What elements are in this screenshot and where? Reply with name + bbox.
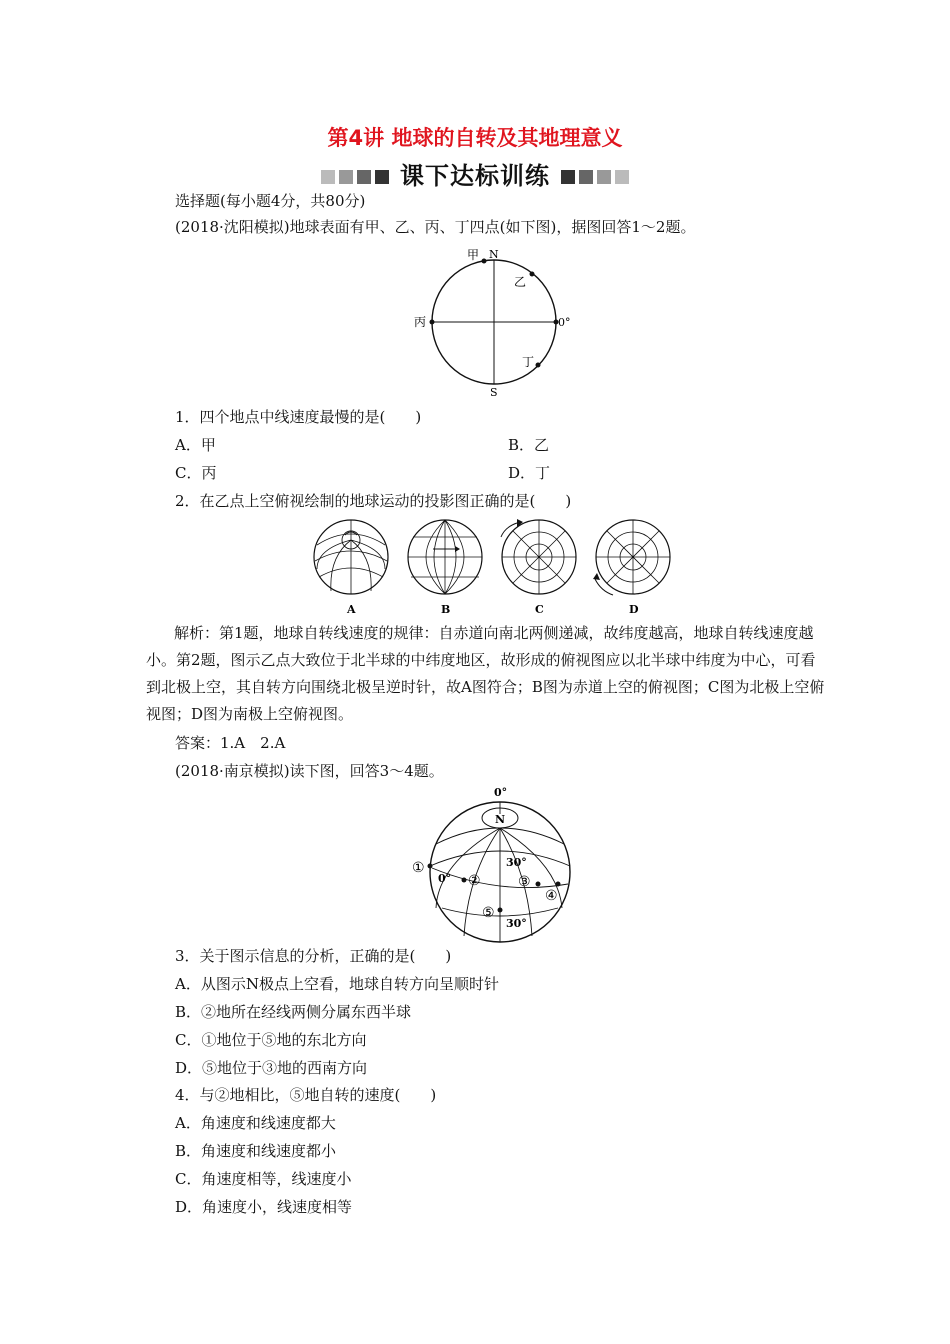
q3-option-a: A．从图示N极点上空看，地球自转方向呈顺时针 <box>175 975 499 993</box>
label-p2: ② <box>468 873 481 889</box>
q2-stem: 2．在乙点上空俯视绘制的地球运动的投影图正确的是( ) <box>175 492 572 510</box>
q4-option-c: C．角速度相等，线速度小 <box>175 1170 352 1188</box>
q4-stem: 4．与②地相比，⑤地自转的速度( ) <box>175 1086 437 1104</box>
projection-a <box>314 520 388 594</box>
banner-text: 课下达标训练 <box>400 162 550 190</box>
figure-2-projections <box>305 517 675 617</box>
block2-intro: (2018·南京模拟)读下图，回答3～4题。 <box>175 762 444 780</box>
banner-square <box>597 170 611 184</box>
point-yi <box>530 272 535 277</box>
label-equator-0: 0° <box>438 872 452 885</box>
label-yi: 乙 <box>514 275 527 289</box>
projection-label-a: A <box>347 603 356 616</box>
point-2 <box>462 878 467 883</box>
q3-option-b: B．②地所在经线两侧分属东西半球 <box>175 1003 412 1021</box>
point-5 <box>498 908 503 913</box>
q1-stem: 1．四个地点中线速度最慢的是( ) <box>175 408 422 426</box>
banner-square <box>321 170 335 184</box>
page-title: 第4讲 地球的自转及其地理意义 <box>327 126 623 150</box>
label-p3: ③ <box>518 874 531 890</box>
banner-square <box>579 170 593 184</box>
projection-label-d: D <box>629 603 639 616</box>
banner-square <box>561 170 575 184</box>
label-zero: 0° <box>558 316 571 329</box>
label-n: N <box>495 813 506 826</box>
q3-option-d: D．⑤地位于③地的西南方向 <box>175 1059 368 1077</box>
label-bing: 丙 <box>414 315 427 329</box>
q3-stem: 3．关于图示信息的分析，正确的是( ) <box>175 947 452 965</box>
banner-square <box>357 170 371 184</box>
q1-option-a: A．甲 <box>175 436 216 454</box>
label-jia: 甲 <box>467 248 480 262</box>
banner-square <box>375 170 389 184</box>
analysis-paragraph: 解析：第1题，地球自转线速度的规律：自赤道向南北两侧递减，故纬度越高，地球自转线速度越小。第2题，图示乙点大致位于北半球的中纬度地区，故形成的俯视图应以北半球中纬度为中心，可看到北极上空，其自转方向围绕北极呈逆时针，故A图符合；B图为赤道上空的俯视图；C图为北极上空俯视图；D图为南极上空俯视图。 <box>146 624 825 723</box>
label-n: N <box>489 248 499 261</box>
figure-1-globe <box>410 245 585 400</box>
figure-3-globe <box>408 784 578 944</box>
projection-c <box>501 519 576 594</box>
section-banner <box>0 156 950 191</box>
section-intro: 选择题(每小题4分，共80分) <box>175 192 366 210</box>
q1-option-b: B．乙 <box>508 436 550 454</box>
point-4 <box>556 882 561 887</box>
q3-option-c: C．①地位于⑤地的东北方向 <box>175 1031 367 1049</box>
q1-option-d: D．丁 <box>508 464 551 482</box>
projection-label-c: C <box>535 603 544 616</box>
q1-option-c: C．丙 <box>175 464 217 482</box>
banner-square <box>339 170 353 184</box>
projection-b <box>408 520 482 594</box>
q4-option-a: A．角速度和线速度都大 <box>175 1114 336 1132</box>
point-1 <box>428 864 433 869</box>
label-top-0: 0° <box>494 786 508 799</box>
point-3 <box>536 882 541 887</box>
point-bing <box>430 320 435 325</box>
block1-intro: (2018·沈阳模拟)地球表面有甲、乙、丙、丁四点(如下图)，据图回答1～2题。 <box>175 218 696 236</box>
banner-square <box>615 170 629 184</box>
label-s: S <box>490 386 498 399</box>
label-ding: 丁 <box>522 355 535 369</box>
q4-option-d: D．角速度小，线速度相等 <box>175 1198 353 1216</box>
label-p4: ④ <box>545 888 558 904</box>
point-jia <box>482 259 487 264</box>
q4-option-b: B．角速度和线速度都小 <box>175 1142 337 1160</box>
projection-label-b: B <box>441 603 451 616</box>
label-p5: ⑤ <box>482 905 495 921</box>
label-30-a: 30° <box>506 856 527 869</box>
label-p1: ① <box>412 860 425 876</box>
projection-d <box>593 520 670 595</box>
answer-line: 答案：1.A 2.A <box>175 734 286 752</box>
label-30-b: 30° <box>506 917 527 930</box>
point-ding <box>536 363 541 368</box>
